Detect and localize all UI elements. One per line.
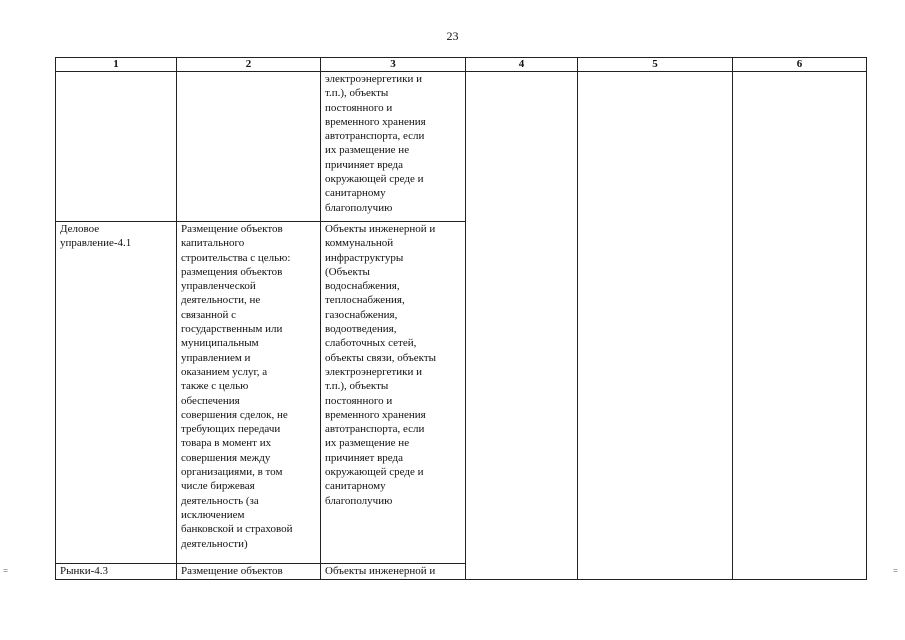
table-row [56, 72, 867, 222]
cell-column-4 [466, 72, 578, 580]
left-margin-mark: = [3, 566, 9, 576]
column-header-2: 2 [177, 58, 321, 72]
cell-use-type: Деловое управление-4.1 [56, 222, 177, 564]
column-header-5: 5 [578, 58, 733, 72]
cell-auxiliary-objects: Объекты инженерной и [321, 564, 466, 580]
column-header-4: 4 [466, 58, 578, 72]
cell-column-6 [733, 72, 867, 580]
column-header-6: 6 [733, 58, 867, 72]
right-margin-mark: = [893, 566, 899, 576]
cell-auxiliary-objects: электроэнергетики и т.п.), объекты постоянного и временного хранения автотранспорта, если их размещение не причиняет вреда окружающей среде и санитарному благополучию [321, 72, 466, 222]
column-header-1: 1 [56, 58, 177, 72]
cell-use-type: Рынки-4.3 [56, 564, 177, 580]
cell-use-type [56, 72, 177, 222]
cell-description: Размещение объектов капитального строительства с целью: размещения объектов управленческой деятельности, не связанной с государственным или муниципальным управлением и оказанием услуг, а также с целью обеспечения совершения сделок, не требующих передачи товара в момент их совершения между организациями, в том числе биржевая деятельность (за исключением банковской и страховой деятельности) [177, 222, 321, 564]
page-number: 23 [446, 29, 459, 43]
column-header-3: 3 [321, 58, 466, 72]
table-header-row [56, 58, 867, 72]
cell-column-5 [578, 72, 733, 580]
cell-description: Размещение объектов [177, 564, 321, 580]
cell-description [177, 72, 321, 222]
cell-auxiliary-objects: Объекты инженерной и коммунальной инфраструктуры (Объекты водоснабжения, теплоснабжения, газоснабжения, водоотведения, слаботочных сетей, объекты связи, объекты электроэнергетики и т.п.), объекты постоянного и временного хранения автотранспорта, если их размещение не причиняет вреда окружающей среде и санитарному благополучию [321, 222, 466, 564]
zoning-table [55, 57, 867, 580]
